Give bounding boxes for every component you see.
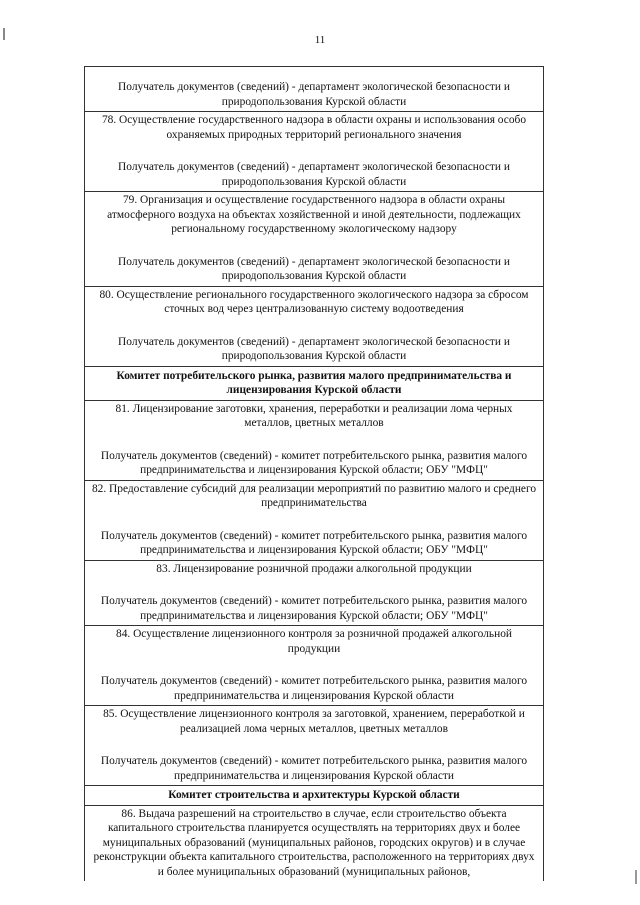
service-text: 83. Лицензирование розничной продажи алкогольной продукции	[156, 562, 472, 575]
table-cell	[85, 67, 544, 112]
table-cell	[85, 626, 544, 706]
recipient-text: Получатель документов (сведений) - комитет потребительского рынка, развития малого предпринимательства и лицензирования Курской области	[100, 675, 528, 702]
table-row	[85, 480, 544, 560]
table-cell	[85, 400, 544, 480]
table-row	[85, 805, 544, 881]
service-text: 84. Осуществление лицензионного контроля за розничной продажей алкогольной продукции	[116, 628, 512, 655]
table-row	[85, 192, 544, 287]
recipient-text: Получатель документов (сведений) - комитет потребительского рынка, развития малого предпринимательства и лицензирования Курской области; ОБУ "МФЦ"	[100, 529, 528, 556]
recipient-text: Получатель документов (сведений) - комитет потребительского рынка, развития малого предпринимательства и лицензирования Курской области; ОБУ "МФЦ"	[100, 595, 528, 622]
scan-edge-mark	[635, 870, 637, 884]
table-cell	[85, 480, 544, 560]
recipient-text: Получатель документов (сведений) - комитет потребительского рынка, развития малого предпринимательства и лицензирования Курской области	[100, 755, 528, 782]
table-row	[85, 67, 544, 112]
recipient-text: Получатель документов (сведений) - департамент экологической безопасности и природопользования Курской области	[118, 335, 510, 362]
recipient-text: Получатель документов (сведений) - департамент экологической безопасности и природопользования Курской области	[118, 161, 510, 188]
table-row	[85, 626, 544, 706]
service-text: 82. Предоставление субсидий для реализации мероприятий по развитию малого и среднего предпринимательства	[91, 482, 537, 509]
table-row	[85, 112, 544, 192]
table-cell	[85, 112, 544, 192]
recipient-text: Получатель документов (сведений) - комитет потребительского рынка, развития малого предпринимательства и лицензирования Курской области; ОБУ "МФЦ"	[100, 449, 528, 476]
section-header: Комитет строительства и архитектуры Курской области	[85, 786, 544, 806]
recipient-text: Получатель документов (сведений) - департамент экологической безопасности и природопользования Курской области	[118, 81, 510, 108]
service-text: 80. Осуществление регионального государственного экологического надзора за сбросом сточных вод через централизованную систему водоотведения	[99, 288, 529, 315]
table-row	[85, 400, 544, 480]
service-text: 86. Выдача разрешений на строительство в случае, если строительство объекта капитального строительства планируется осуществлять на территориях двух и более муниципальных образований (муниципальных районов, городских округов) и в случае реконструкции объекта капитального строительства, расположенного на территориях двух и более муниципальных образований (муниципальных районов,	[93, 807, 535, 878]
service-text: 81. Лицензирование заготовки, хранения, переработки и реализации лома черных металлов, цветных металлов	[115, 402, 513, 429]
services-table	[84, 66, 544, 881]
section-header-row	[85, 366, 544, 400]
section-header-row	[85, 786, 544, 806]
section-header: Комитет потребительского рынка, развития малого предпринимательства и лицензирования Курской области	[85, 366, 544, 400]
table-row	[85, 286, 544, 366]
table-cell	[85, 286, 544, 366]
table-row	[85, 706, 544, 786]
table-cell	[85, 805, 544, 881]
service-text: 85. Осуществление лицензионного контроля за заготовкой, хранением, переработкой и реализацией лома черных металлов, цветных металлов	[103, 708, 525, 735]
table-cell	[85, 706, 544, 786]
table-cell	[85, 560, 544, 626]
recipient-text: Получатель документов (сведений) - департамент экологической безопасности и природопользования Курской области	[118, 255, 510, 282]
page-number: 11	[314, 34, 326, 46]
table-cell	[85, 192, 544, 287]
table-row	[85, 560, 544, 626]
service-text: 79. Организация и осуществление государственного надзора в области охраны атмосферного воздуха на объектах хозяйственной и иной деятельности, подлежащих региональному государственному экологическому надзору	[107, 194, 521, 235]
service-text: 78. Осуществление государственного надзора в области охраны и использования особо охраняемых природных территорий регионального значения	[101, 114, 527, 141]
